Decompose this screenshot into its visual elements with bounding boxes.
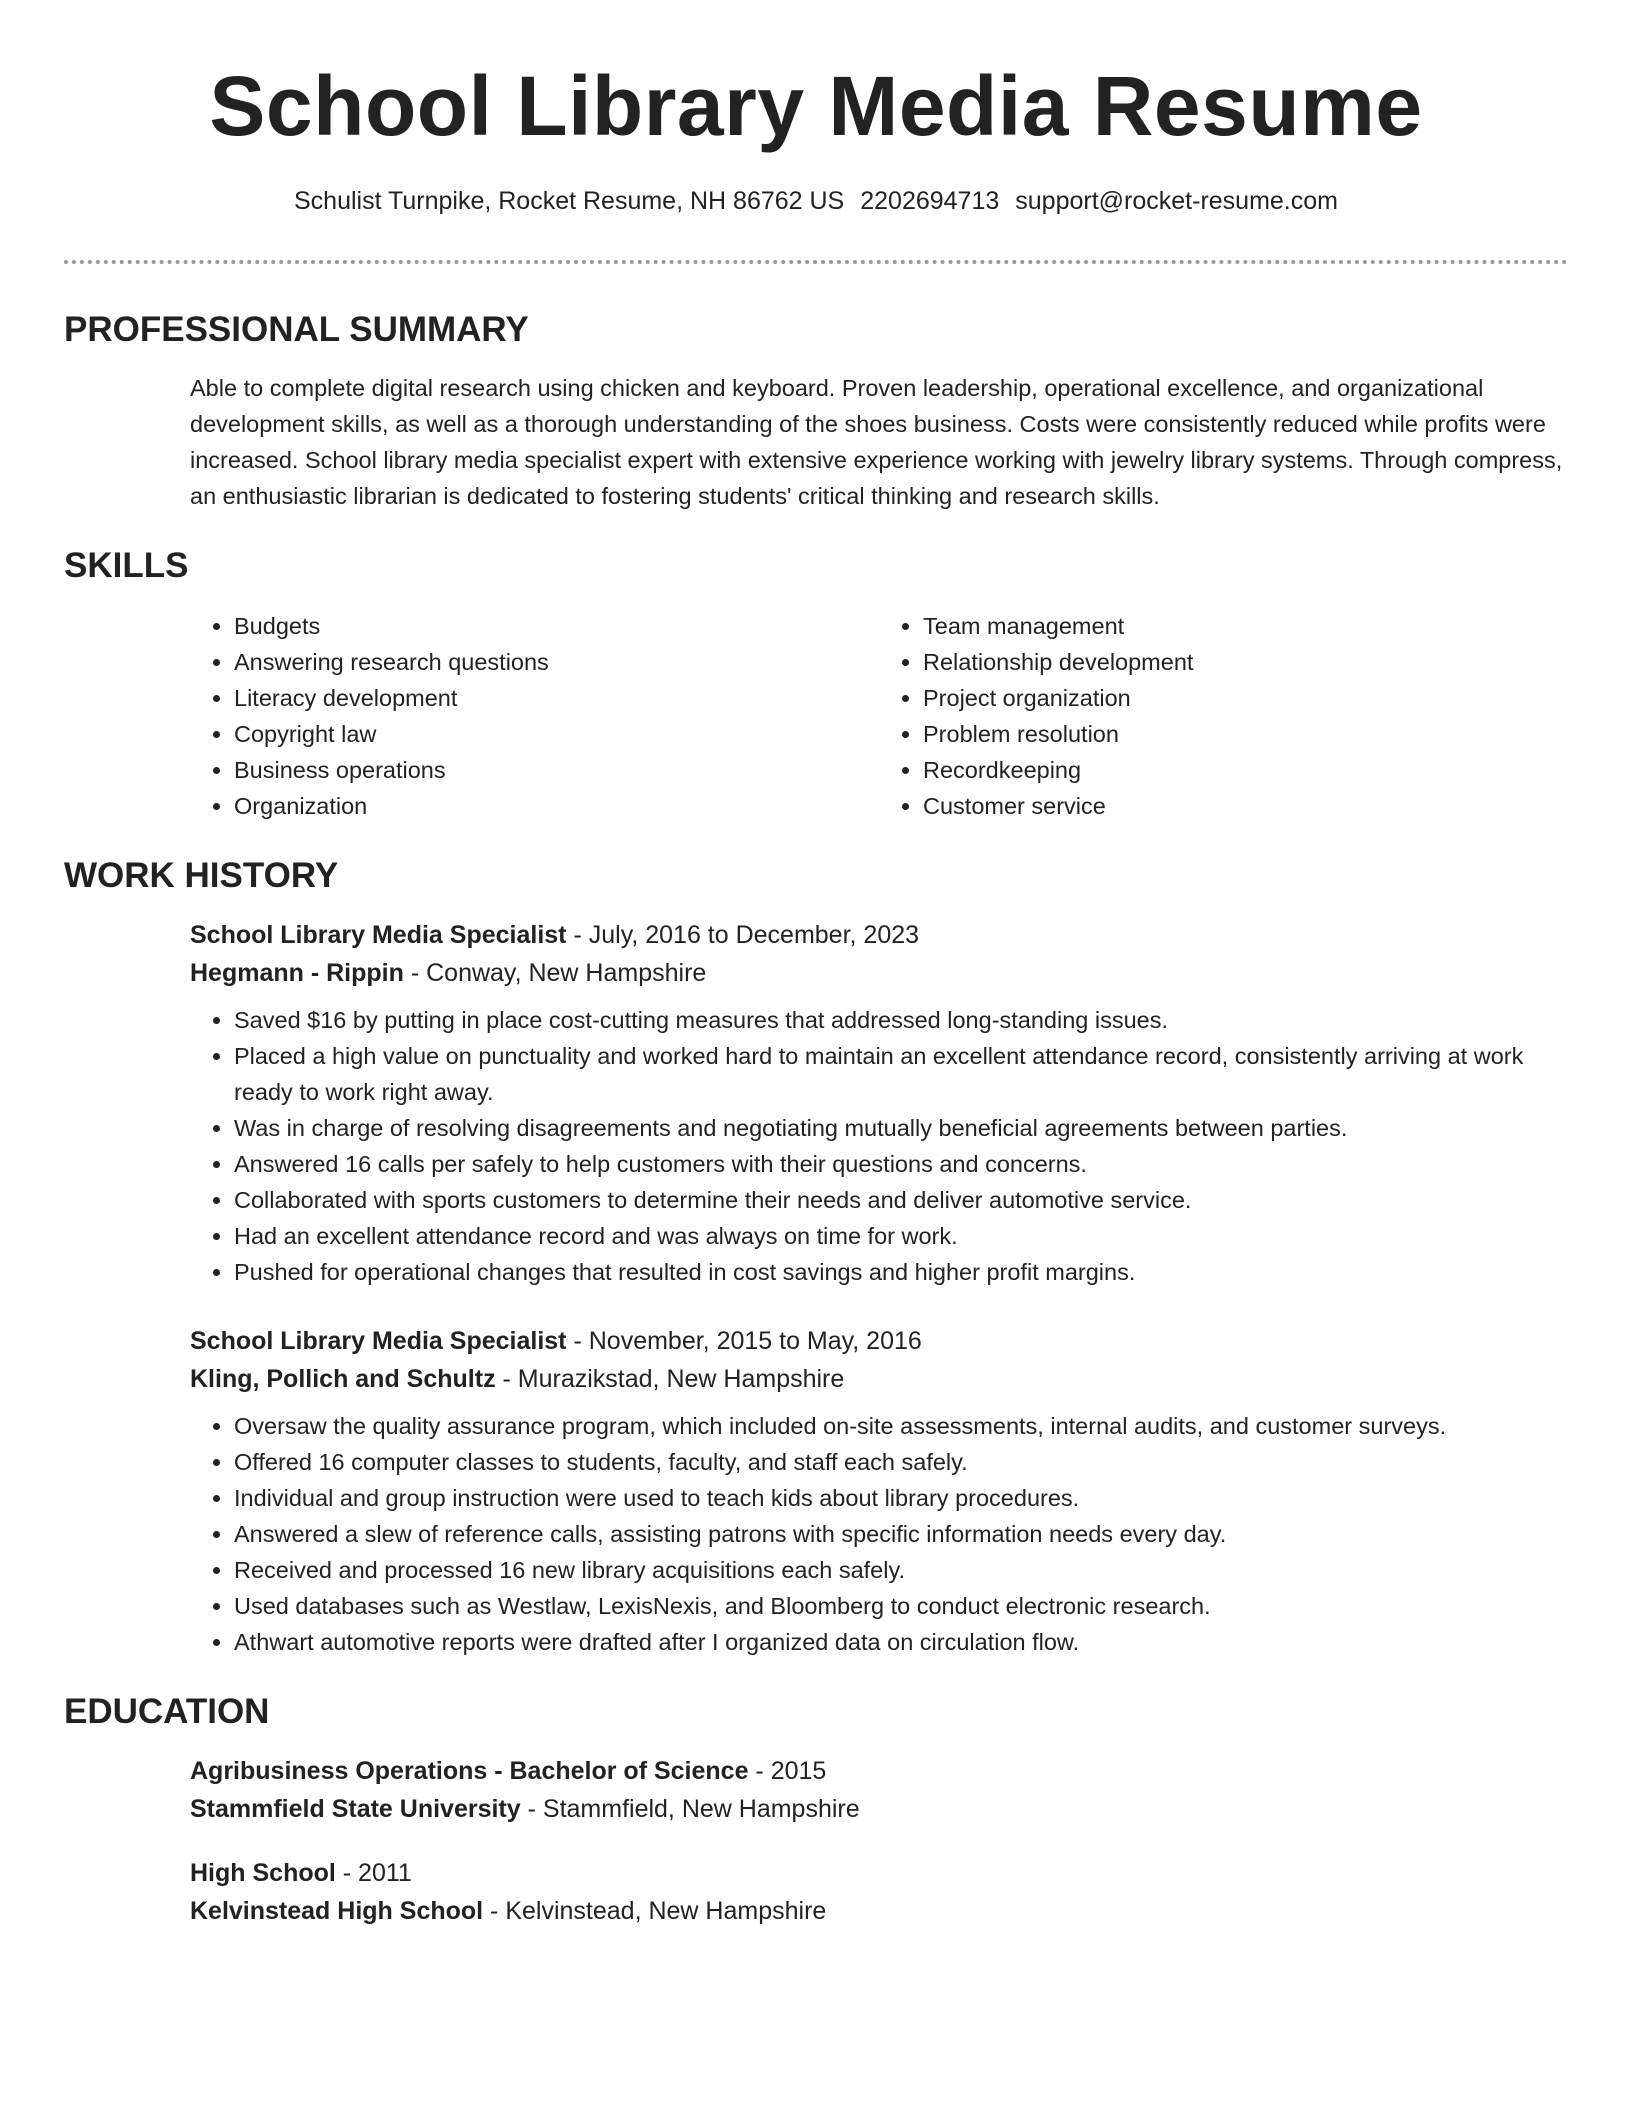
education-location: - Stammfield, New Hampshire: [520, 1795, 860, 1823]
education-entry: [190, 1854, 1568, 1930]
work-section: [64, 854, 1568, 1660]
education-year: - 2015: [748, 1757, 827, 1785]
skills-section: [64, 544, 1568, 824]
job-bullet: • Offered 16 computer classes to students, faculty, and staff each safely.: [234, 1444, 1568, 1480]
skill-item: • Customer service: [923, 788, 1568, 824]
contact-address: Schulist Turnpike, Rocket Resume, NH 86762 US: [293, 187, 845, 215]
education-school-line: [190, 1790, 1568, 1828]
skill-item: • Business operations: [234, 752, 879, 788]
skill-item: • Recordkeeping: [923, 752, 1568, 788]
job-bullet: • Individual and group instruction were used to teach kids about library procedures.: [234, 1480, 1568, 1516]
contact-phone: 2202694713: [860, 187, 1000, 215]
education-entry: [190, 1752, 1568, 1828]
job-title: School Library Media Specialist: [190, 921, 567, 949]
contact-line: [64, 184, 1568, 218]
job-bullet: • Saved $16 by putting in place cost-cutting measures that addressed long-standing issues.: [234, 1002, 1568, 1038]
skill-item: • Relationship development: [923, 644, 1568, 680]
education-degree-line: [190, 1854, 1568, 1892]
resume-page: [64, 0, 1568, 1930]
skills-heading: SKILLS: [64, 546, 189, 585]
job-bullet: • Collaborated with sports customers to determine their needs and deliver automotive service.: [234, 1182, 1568, 1218]
job-bullet: • Used databases such as Westlaw, LexisNexis, and Bloomberg to conduct electronic research.: [234, 1588, 1568, 1624]
job-title-line: [190, 1322, 1568, 1360]
summary-section: [64, 308, 1568, 514]
job-location: - Murazikstad, New Hampshire: [495, 1365, 845, 1393]
education-year: - 2011: [335, 1859, 412, 1887]
job-entry: [190, 1322, 1568, 1660]
job-bullet: • Placed a high value on punctuality and worked hard to maintain an excellent attendance record, consistently arriving at work ready to work right away.: [234, 1038, 1568, 1110]
job-dates: - July, 2016 to December, 2023: [566, 921, 920, 949]
skill-item: • Budgets: [234, 608, 879, 644]
header-divider: [64, 260, 1568, 264]
skill-item: • Copyright law: [234, 716, 879, 752]
skills-list-right: [879, 608, 1568, 824]
job-company: Kling, Pollich and Schultz: [190, 1365, 496, 1393]
education-section: [64, 1690, 1568, 1930]
skill-item: • Answering research questions: [234, 644, 879, 680]
education-location: - Kelvinstead, New Hampshire: [483, 1897, 827, 1925]
resume-title: School Library Media Resume: [209, 59, 1423, 153]
job-company-line: [190, 954, 1568, 992]
job-bullet: • Answered a slew of reference calls, assisting patrons with specific information needs every day.: [234, 1516, 1568, 1552]
job-bullet: • Answered 16 calls per safely to help customers with their questions and concerns.: [234, 1146, 1568, 1182]
job-bullet: • Received and processed 16 new library acquisitions each safely.: [234, 1552, 1568, 1588]
work-heading: WORK HISTORY: [64, 856, 339, 895]
job-company: Hegmann - Rippin: [190, 959, 404, 987]
job-title: School Library Media Specialist: [190, 1327, 567, 1355]
job-bullets: [64, 1002, 1568, 1290]
education-school-line: [190, 1892, 1568, 1930]
job-bullet: • Was in charge of resolving disagreements and negotiating mutually beneficial agreements between parties.: [234, 1110, 1568, 1146]
job-entry: [190, 916, 1568, 1290]
job-company-line: [190, 1360, 1568, 1398]
education-school: Kelvinstead High School: [190, 1897, 484, 1925]
education-heading: EDUCATION: [64, 1692, 270, 1731]
education-degree-line: [190, 1752, 1568, 1790]
job-bullet: • Athwart automotive reports were drafted after I organized data on circulation flow.: [234, 1624, 1568, 1660]
job-bullets: [64, 1408, 1568, 1660]
skills-columns: [190, 608, 1568, 824]
summary-text: Able to complete digital research using chicken and keyboard. Proven leadership, operational excellence, and organizational development skills, as well as a thorough understanding of the shoes business. Costs were consistently reduced while profits were increased. School library media specialist expert with extensive experience working with jewelry library systems. Through compress, an enthusiastic librarian is dedicated to fostering students' critical thinking and research skills.: [190, 375, 1563, 509]
contact-email: support@rocket-resume.com: [1015, 187, 1338, 215]
skill-item: • Problem resolution: [923, 716, 1568, 752]
job-bullet: • Pushed for operational changes that resulted in cost savings and higher profit margins.: [234, 1254, 1568, 1290]
skill-item: • Literacy development: [234, 680, 879, 716]
skill-item: • Organization: [234, 788, 879, 824]
education-degree: High School: [190, 1859, 336, 1887]
job-location: - Conway, New Hampshire: [403, 959, 707, 987]
skill-item: • Team management: [923, 608, 1568, 644]
job-bullet: • Oversaw the quality assurance program, which included on-site assessments, internal audits, and customer surveys.: [234, 1408, 1568, 1444]
education-degree: Agribusiness Operations - Bachelor of Science: [190, 1757, 749, 1785]
job-bullet: • Had an excellent attendance record and was always on time for work.: [234, 1218, 1568, 1254]
skills-list-left: [190, 608, 879, 824]
skill-item: • Project organization: [923, 680, 1568, 716]
education-school: Stammfield State University: [190, 1795, 521, 1823]
job-dates: - November, 2015 to May, 2016: [566, 1327, 922, 1355]
job-title-line: [190, 916, 1568, 954]
summary-heading: PROFESSIONAL SUMMARY: [64, 310, 529, 349]
